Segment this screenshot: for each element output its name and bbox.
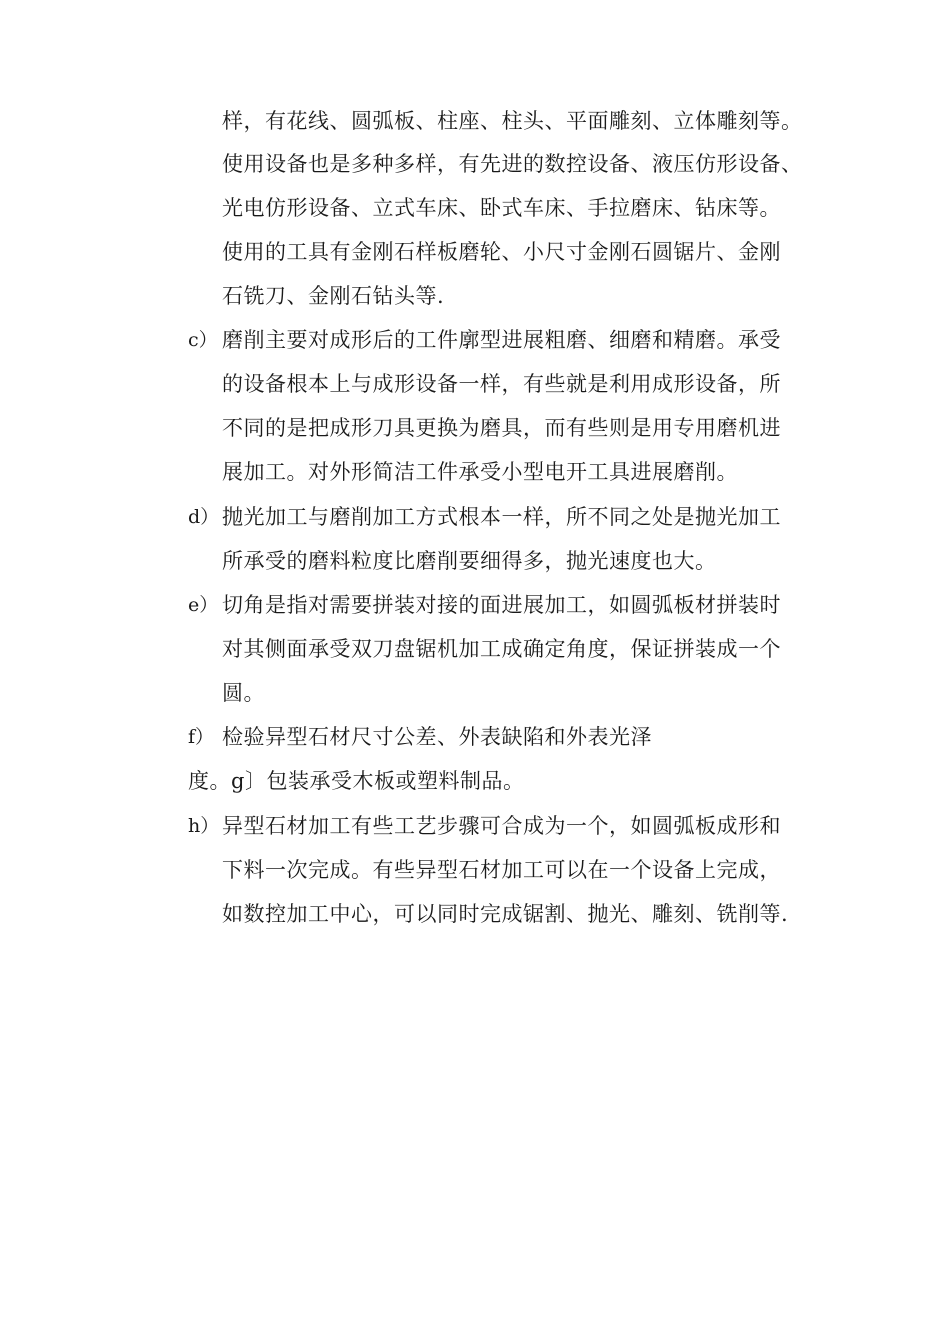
text-line: 对其侧面承受双刀盘锯机加工成确定角度，保证拼装成一个 bbox=[222, 637, 781, 661]
text-line: 切角是指对需要拼装对接的面进展加工，如圆弧板材拼装时 bbox=[222, 593, 781, 617]
list-marker: c） bbox=[188, 329, 218, 351]
text-line: 检验异型石材尺寸公差、外表缺陷和外表光泽 bbox=[222, 725, 652, 749]
text-line: 的设备根本上与成形设备一样，有些就是利用成形设备，所 bbox=[222, 372, 781, 396]
list-marker: h） bbox=[188, 815, 220, 837]
list-marker: e） bbox=[188, 594, 219, 616]
text-line: 使用设备也是多种多样，有先进的数控设备、液压仿形设备、 bbox=[222, 152, 803, 176]
list-marker: f） bbox=[188, 726, 215, 748]
text-line: 抛光加工与磨削加工方式根本一样，所不同之处是抛光加工 bbox=[222, 505, 781, 529]
text-line: 样，有花线、圆弧板、柱座、柱头、平面雕刻、立体雕刻等。 bbox=[222, 109, 803, 133]
text-line: 石铣刀、金刚石钻头等. bbox=[222, 284, 445, 308]
text-line: 不同的是把成形刀具更换为磨具，而有些则是用专用磨机进 bbox=[222, 416, 781, 440]
text-line: 圆。 bbox=[222, 681, 265, 705]
list-marker: d） bbox=[188, 506, 220, 528]
text-line: 光电仿形设备、立式车床、卧式车床、手拉磨床、钻床等。 bbox=[222, 196, 781, 220]
text-line: 度。g〕包装承受木板或塑料制品。 bbox=[188, 769, 525, 793]
text-line: 使用的工具有金刚石样板磨轮、小尺寸金刚石圆锯片、金刚 bbox=[222, 240, 781, 264]
text-line: 异型石材加工有些工艺步骤可合成为一个，如圆弧板成形和 bbox=[222, 814, 781, 838]
text-line: 所承受的磨料粒度比磨削要细得多，抛光速度也大。 bbox=[222, 549, 717, 573]
text-line: 下料一次完成。有些异型石材加工可以在一个设备上完成， bbox=[222, 858, 781, 882]
text-line: 如数控加工中心，可以同时完成锯割、抛光、雕刻、铣削等. bbox=[222, 902, 789, 926]
text-line: 展加工。对外形简洁工件承受小型电开工具进展磨削。 bbox=[222, 460, 738, 484]
text-line: 磨削主要对成形后的工件廓型进展粗磨、细磨和精磨。承受 bbox=[222, 328, 781, 352]
